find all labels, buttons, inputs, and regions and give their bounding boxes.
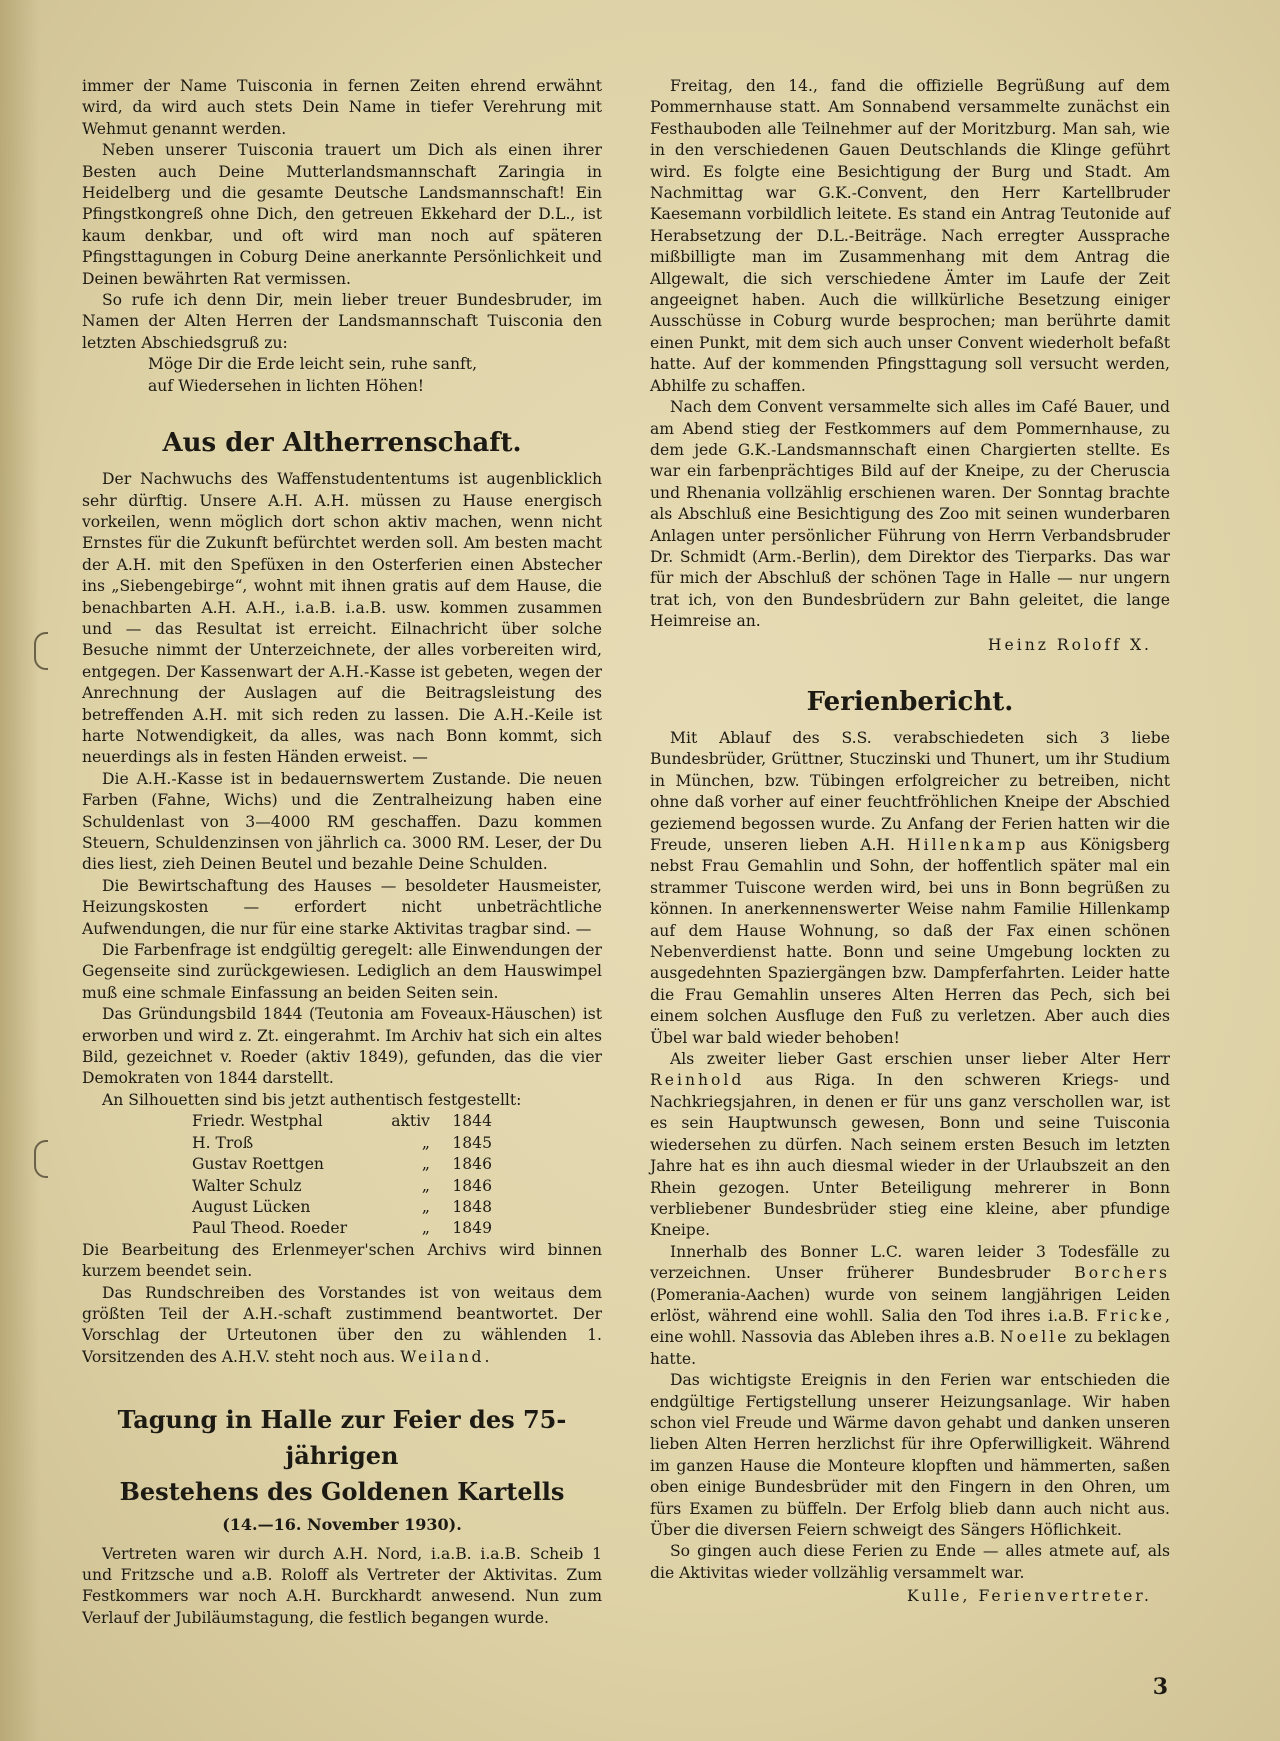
- person-name: Hillenkamp: [906, 836, 1029, 854]
- right-column: [650, 76, 1170, 1608]
- silhouette-name: Friedr. Westphal: [192, 1112, 323, 1131]
- paragraph-text: Mit Ablauf des S.S. verabschiedeten sich 3 liebe Bundesbrüder, Grüttner, Stuczinski und Thunert, um ihr Studium in München, bzw. Tübingen erfolgreicher zu betreiben, nicht ohne daß vorher auf einer feuchtfröhlichen Kneipe der Abschied geziemend begossen wurde. Zu Anfang der Ferien hatten wir die Freude, unseren lieben A.H.: [650, 728, 1170, 854]
- left-column: [82, 76, 602, 1629]
- section-title-ferienbericht: Ferienbericht.: [806, 686, 1014, 717]
- punch-hole: [34, 1140, 48, 1178]
- signature-roloff: Heinz Roloff X.: [987, 635, 1152, 654]
- silhouette-mark: „: [421, 1176, 430, 1195]
- paragraph-text: aus Königsberg nebst Frau Gemahlin und Sohn, der hoffentlich später mal ein strammer Tuiscone werden wird, bei uns in Bonn begrüßen zu können. In anerkennenswerter Weise nahm Familie Hillenkamp auf dem Hause Wohnung, so daß der Fax einen schönen Nebenverdienst hatte. Bonn und seine Umgebung lockten zu ausgedehnten Spaziergängen bzw. Dampferfahrten. Leider hatte die Frau Gemahlin unseres Alten Herren das Pech, sich bei einem solchen Ausfluge den Fuß zu verletzen. Aber auch dies Übel war bald wieder behoben!: [650, 836, 1170, 1047]
- paragraph: [82, 1283, 602, 1369]
- silhouette-year: 1844: [452, 1112, 492, 1131]
- paragraph: Vertreten waren wir durch A.H. Nord, i.a.B. i.a.B. Scheib 1 und Fritzsche und a.B. Roloff als Vertreter der Aktivitas. Zum Festkommers war noch A.H. Burckhardt anwesend. Nun zum Verlauf der Jubiläumstagung, die festlich begangen wurde.: [82, 1544, 602, 1627]
- silhouette-name: H. Troß: [192, 1133, 254, 1152]
- silhouette-year: 1848: [452, 1197, 492, 1216]
- person-name: Noelle: [1000, 1328, 1070, 1347]
- silhouette-mark: „: [421, 1155, 430, 1174]
- paragraph: [650, 1049, 1170, 1242]
- paragraph-text: Das Rundschreiben des Vorstandes ist von weitaus dem größten Teil der A.H.-schaft zustimmend beantwortet. Der Vorschlag der Urteutonen über den zu wählenden 1. Vorsitzenden des A.H.V. steht noch aus.: [82, 1283, 602, 1366]
- section-title-altherrenschaft: Aus der Altherrenschaft.: [162, 428, 522, 459]
- paragraph-text: (Pomerania-Aachen) wurde von seinem langjährigen Leiden erlöst, während eine wohll. Salia den Tod ihres i.a.B.: [650, 1285, 1170, 1325]
- silhouette-year: 1845: [452, 1133, 492, 1152]
- signature-weiland: Weiland.: [400, 1347, 493, 1366]
- paragraph-text: Als zweiter lieber Gast erschien unser lieber Alter Herr: [670, 1050, 1170, 1069]
- binding-shadow: [0, 0, 40, 1741]
- paragraph: So rufe ich denn Dir, mein lieber treuer Bundesbruder, im Namen der Alten Herren der Landsmannschaft Tuisconia den letzten Abschiedsgruß zu:: [82, 291, 602, 352]
- page-number: 3: [1152, 1674, 1168, 1700]
- section-subtitle-date: (14.—16. November 1930).: [222, 1515, 462, 1535]
- silhouette-year: 1846: [452, 1155, 492, 1174]
- silhouette-mark: aktiv: [391, 1112, 430, 1131]
- paragraph: Das wichtigste Ereignis in den Ferien war entschieden die endgültige Fertigstellung unserer Heizungsanlage. Wir haben schon viel Freude und Wärme davon gehabt und danken unseren lieben Alten Herren herzlichst für ihre Opferwilligkeit. Während im ganzen Hause die Monteure klopften und hämmerten, saßen oben einige Bundesbrüder mit den Fingern in den Ohren, um fürs Examen zu büffeln. Der Erfolg blieb dann auch nicht aus. Über die diversen Feiern schweigt des Sängers Höflichkeit.: [650, 1371, 1170, 1539]
- paragraph: Die Farbenfrage ist endgültig geregelt: alle Einwendungen der Gegenseite sind zurückgewiesen. Lediglich an dem Hauswimpel muß eine schmale Einfassung an beiden Seiten sein.: [82, 941, 602, 1002]
- paragraph-text: , eine wohll. Nassovia das Ableben ihres a.B.: [650, 1306, 1170, 1347]
- silhouette-mark: „: [421, 1219, 430, 1238]
- silhouette-name: Walter Schulz: [192, 1176, 302, 1195]
- paragraph: Das Gründungsbild 1844 (Teutonia am Foveaux-Häuschen) ist erworben und wird z. Zt. eingerahmt. Im Archiv hat sich ein altes Bild, gezeichnet v. Roeder (aktiv 1849), gefunden, das die vier Demokraten von 1844 darstellt.: [82, 1005, 602, 1088]
- table-row: [192, 1197, 492, 1218]
- person-name: Borchers: [1074, 1264, 1170, 1283]
- title-line: Bestehens des Goldenen Kartells: [119, 1477, 565, 1507]
- punch-hole: [34, 632, 48, 670]
- table-row: [192, 1111, 492, 1132]
- paragraph: An Silhouetten sind bis jetzt authentisch festgestellt:: [102, 1090, 522, 1109]
- silhouette-name: Gustav Roettgen: [192, 1155, 324, 1174]
- paragraph: Die Bearbeitung des Erlenmeyer'schen Archivs wird binnen kurzem beendet sein.: [82, 1240, 602, 1281]
- paragraph: So gingen auch diese Ferien zu Ende — alles atmete auf, als die Aktivitas wieder vollzählig versammelt war.: [650, 1542, 1170, 1582]
- paragraph: immer der Name Tuisconia in fernen Zeiten ehrend erwähnt wird, da wird auch stets Dein Name in tiefer Verehrung mit Wehmut genannt werden.: [82, 77, 602, 138]
- paragraph-text: zu beklagen hatte.: [650, 1328, 1170, 1368]
- title-line: Tagung in Halle zur Feier des 75-jährigen: [117, 1405, 567, 1471]
- paragraph: Freitag, den 14., fand die offizielle Begrüßung auf dem Pommernhause statt. Am Sonnabend versammelte zunächst ein Festhauboden alle Teilnehmer auf der Moritzburg. Man sah, wie in den verschiedenen Gauen Deutschlands die Klinge geführt wird. Es folgte eine Besichtigung der Burg und Stadt. Am Nachmittag war G.K.-Convent, den Herr Kartellbruder Kaesemann vorbildlich leitete. Es stand ein Antrag Teutonide auf Herabsetzung der D.L.-Beiträge. Nach erregter Aussprache mißbilligte man im Zusammenhang mit dem Antrag die Allgewalt, die sich verschiedene Ämter im Laufe der Zeit angeeignet haben. Auch die willkürliche Besetzung einiger Ausschüsse in Coburg wurde besprochen; man berührte damit einen Punkt, mit dem sich auch unser Convent wiederholt befaßt hatte. Auf der kommenden Pfingsttagung soll versucht werden, Abhilfe zu schaffen.: [650, 77, 1170, 395]
- paragraph-text: Innerhalb des Bonner L.C. waren leider 3 Todesfälle zu verzeichnen. Unser früherer Bundesbruder: [650, 1242, 1170, 1283]
- paragraph: Die A.H.-Kasse ist in bedauernswertem Zustande. Die neuen Farben (Fahne, Wichs) und die Zentralheizung haben eine Schuldenlast von 3—4000 RM geschaffen. Dazu kommen Steuern, Schuldenzinsen von jährlich ca. 3000 RM. Leser, der Du dies liest, zieh Deinen Beutel und bezahle Deine Schulden.: [82, 769, 602, 874]
- silhouette-name: Paul Theod. Roeder: [192, 1219, 348, 1238]
- person-name: Fricke: [1096, 1306, 1166, 1325]
- silhouette-year: 1849: [452, 1219, 492, 1238]
- silhouette-year: 1846: [452, 1176, 492, 1195]
- table-row: [192, 1133, 492, 1154]
- silhouette-mark: „: [421, 1197, 430, 1216]
- person-name: Reinhold: [650, 1071, 745, 1090]
- silhouette-table: [192, 1111, 492, 1239]
- paragraph: [650, 1242, 1170, 1370]
- verse-line: Möge Dir die Erde leicht sein, ruhe sanft,: [148, 355, 478, 374]
- paragraph: Die Bewirtschaftung des Hauses — besoldeter Hausmeister, Heizungskosten — erfordert nicht unbeträchtliche Aufwendungen, die nur für eine starke Aktivitas tragbar sind. —: [82, 876, 602, 938]
- verse-line: auf Wiedersehen in lichten Höhen!: [148, 376, 425, 395]
- table-row: [192, 1218, 492, 1239]
- paragraph-text: aus Riga. In den schweren Kriegs- und Nachkriegsjahren, in denen er für uns ganz verschollen war, ist es sein Hauptwunsch gewesen, Bonn und seine Tuisconia wiedersehen zu dürfen. Nach seinem ersten Besuch im letzten Jahre hat es ihn auch diesmal wieder in der Urlaubszeit an den Rhein gezogen. Unter Beteiligung mehrerer in Bonn verbliebener Bundesbrüder stieg eine kleine, aber pfundige Kneipe.: [650, 1071, 1170, 1240]
- paragraph: Neben unserer Tuisconia trauert um Dich als einen ihrer Besten auch Deine Mutterlandsmannschaft Zaringia in Heidelberg und die gesamte Deutsche Landsmannschaft! Ein Pfingstkongreß ohne Dich, den getreuen Ekkehard der D.L., ist kaum denkbar, und oft wird man noch auf späteren Pfingsttagungen in Coburg Deine anerkannte Persönlichkeit und Deinen bewährten Rat vermissen.: [82, 141, 602, 288]
- silhouette-mark: „: [421, 1133, 430, 1152]
- paragraph: Nach dem Convent versammelte sich alles im Café Bauer, und am Abend stieg der Festkommers auf dem Pommernhause, zu dem jede G.K.-Landsmannschaft einen Chargierten stellte. Es war ein farbenprächtiges Bild auf der Kneipe, zu der Cheruscia und Rhenania vollzählig erschienen waren. Der Sonntag brachte als Abschluß eine Besichtigung des Zoo mit seinen wunderbaren Anlagen unter persönlicher Führung von Herrn Verbandsbruder Dr. Schmidt (Arm.-Berlin), dem Direktor des Tierparks. Das war für mich der Abschluß der schönen Tage in Halle — nur ungern trat ich, von den Bundesbrüdern zur Bahn geleitet, die lange Heimreise an.: [650, 398, 1170, 631]
- paragraph: Der Nachwuchs des Waffenstudententums ist augenblicklich sehr dürftig. Unsere A.H. A.H. müssen zu Hause energisch vorkeilen, wenn möglich dort schon aktiv machen, wenn nicht Ernstes für die Zukunft befürchtet werden soll. Am besten macht der A.H. mit den Spefüxen in den Osterferien einen Abstecher ins „Siebengebirge“, wohnt mit ihnen gratis auf dem Hause, die benachbarten A.H. A.H., i.a.B. i.a.B. usw. kommen zusammen und — das Resultat ist erreicht. Eilnachricht über solche Besuche nimmt der Unterzeichnete, der alles vorbereiten wird, entgegen. Der Kassenwart der A.H.-Kasse ist gebeten, wegen der Anrechnung der Auslagen auf die Beitragsleistung des betreffenden A.H. mit sich reden zu lassen. Die A.H.-Keile ist harte Notwendigkeit, da alles, was nach Bonn kommt, sich neuerdings als in festen Händen erweist. —: [82, 470, 602, 767]
- paragraph: [650, 728, 1170, 1049]
- table-row: [192, 1176, 492, 1197]
- silhouette-name: August Lücken: [192, 1197, 311, 1216]
- section-title-tagung: [82, 1402, 602, 1510]
- signature-kulle: Kulle, Ferienvertreter.: [906, 1587, 1152, 1606]
- table-row: [192, 1154, 492, 1175]
